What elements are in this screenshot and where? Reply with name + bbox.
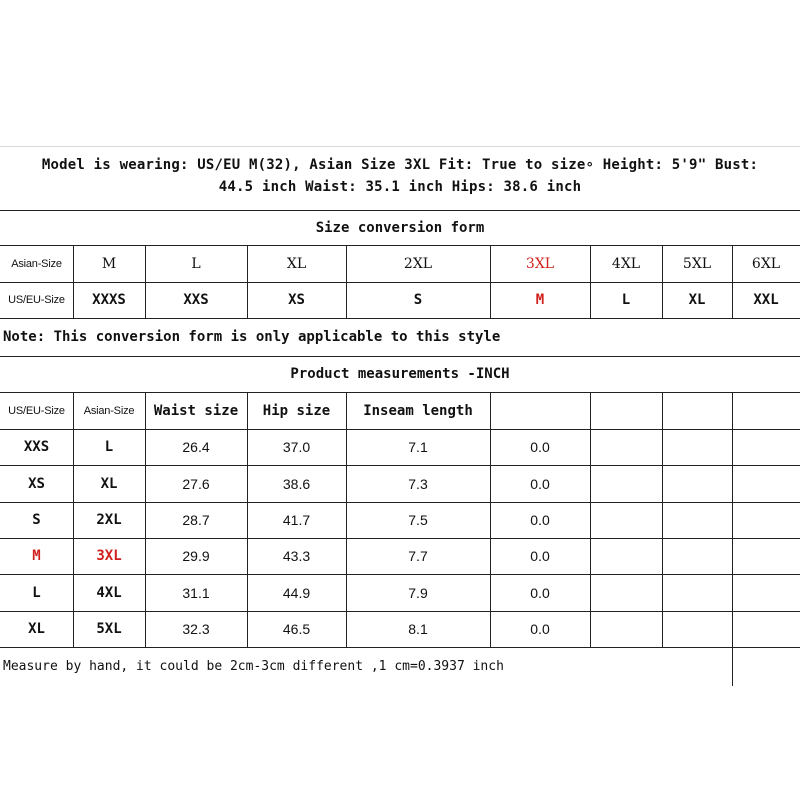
us-size-cell: M (535, 292, 545, 308)
asian-size-cell: 6XL (751, 255, 781, 272)
us-size-cell: XL (688, 292, 706, 308)
meas-cell: 44.9 (282, 584, 311, 601)
meas-cell: 38.6 (282, 475, 311, 492)
meas-cell: XL (28, 621, 45, 637)
meas-cell: 7.7 (408, 548, 428, 564)
meas-cell: 0.0 (530, 584, 550, 601)
meas-cell: 2XL (96, 512, 122, 528)
meas-cell: 0.0 (530, 621, 550, 637)
meas-header-cell: Asian-Size (83, 404, 135, 417)
asian-size-cell: 5XL (682, 255, 712, 272)
footer-note: Measure by hand, it could be 2cm-3cm different ,1 cm=0.3937 inch (3, 659, 504, 674)
top-divider (0, 146, 800, 147)
meas-header-cell: US/EU-Size (8, 404, 65, 417)
meas-cell: 0.0 (530, 548, 550, 564)
meas-header-cell (590, 392, 662, 429)
asian-size-cell: 4XL (611, 255, 641, 272)
meas-cell: 41.7 (282, 512, 311, 528)
meas-header-cell: Inseam length (363, 402, 473, 419)
meas-cell: 4XL (96, 584, 122, 601)
meas-cell: L (104, 439, 114, 455)
meas-cell: 26.4 (182, 439, 210, 455)
model-info-line1: Model is wearing: US/EU M(32), Asian Size 3XL Fit: True to size∘ Height: 5'9" Bust: (41, 157, 759, 173)
meas-cell: 0.0 (530, 512, 550, 528)
conversion-note: Note: This conversion form is only applicable to this style (3, 329, 501, 345)
meas-header-cell (662, 392, 732, 429)
meas-cell: 28.7 (182, 512, 210, 528)
footer-col-line (732, 647, 733, 686)
meas-col-line (662, 392, 663, 647)
meas-cell: XS (28, 475, 45, 492)
model-info-line2: 44.5 inch Waist: 35.1 inch Hips: 38.6 inch (218, 179, 582, 195)
meas-cell: 7.3 (408, 475, 428, 492)
meas-cell: S (32, 512, 41, 528)
meas-header-cell (490, 392, 590, 429)
meas-cell: 5XL (96, 621, 122, 637)
us-size-cell: XXL (753, 292, 779, 308)
meas-cell: 0.0 (530, 439, 550, 455)
meas-header-cell: Waist size (153, 402, 239, 419)
asian-size-cell: L (191, 255, 201, 272)
meas-header-cell (732, 392, 800, 429)
meas-cell: 43.3 (282, 548, 311, 564)
asian-size-label: Asian-Size (11, 257, 62, 270)
meas-cell: XL (100, 475, 118, 492)
us-size-cell: XXS (183, 292, 209, 308)
meas-col-line (590, 392, 591, 647)
meas-cell: 7.1 (408, 439, 428, 455)
conversion-title: Size conversion form (315, 219, 485, 236)
measurements-title: Product measurements -INCH (290, 366, 510, 382)
meas-cell: 27.6 (182, 475, 210, 492)
meas-cell: 0.0 (530, 475, 550, 492)
meas-cell: L (32, 584, 41, 601)
meas-cell: 7.5 (408, 512, 428, 528)
us-size-cell: XS (288, 292, 305, 308)
meas-header-cell: Hip size (262, 402, 331, 419)
us-size-cell: L (621, 292, 631, 308)
us-size-cell: XXXS (92, 292, 126, 308)
asian-size-cell: 2XL (403, 255, 433, 272)
model-info (0, 154, 800, 198)
meas-cell: 7.9 (408, 584, 428, 601)
meas-cell: 31.1 (182, 584, 210, 601)
asian-size-cell: 3XL (525, 255, 555, 272)
meas-cell: 46.5 (282, 621, 311, 637)
meas-cell: 37.0 (282, 439, 311, 455)
us-size-cell: S (413, 292, 423, 308)
asian-size-cell: M (101, 255, 117, 272)
us-size-label: US/EU-Size (8, 294, 65, 306)
meas-cell: 32.3 (182, 621, 210, 637)
meas-col-line (732, 392, 733, 647)
meas-cell: 3XL (96, 548, 122, 564)
meas-cell: 8.1 (408, 621, 428, 637)
meas-cell: XXS (23, 439, 50, 455)
meas-cell: M (32, 548, 41, 564)
asian-size-cell: XL (286, 255, 307, 272)
meas-cell: 29.9 (182, 548, 210, 564)
